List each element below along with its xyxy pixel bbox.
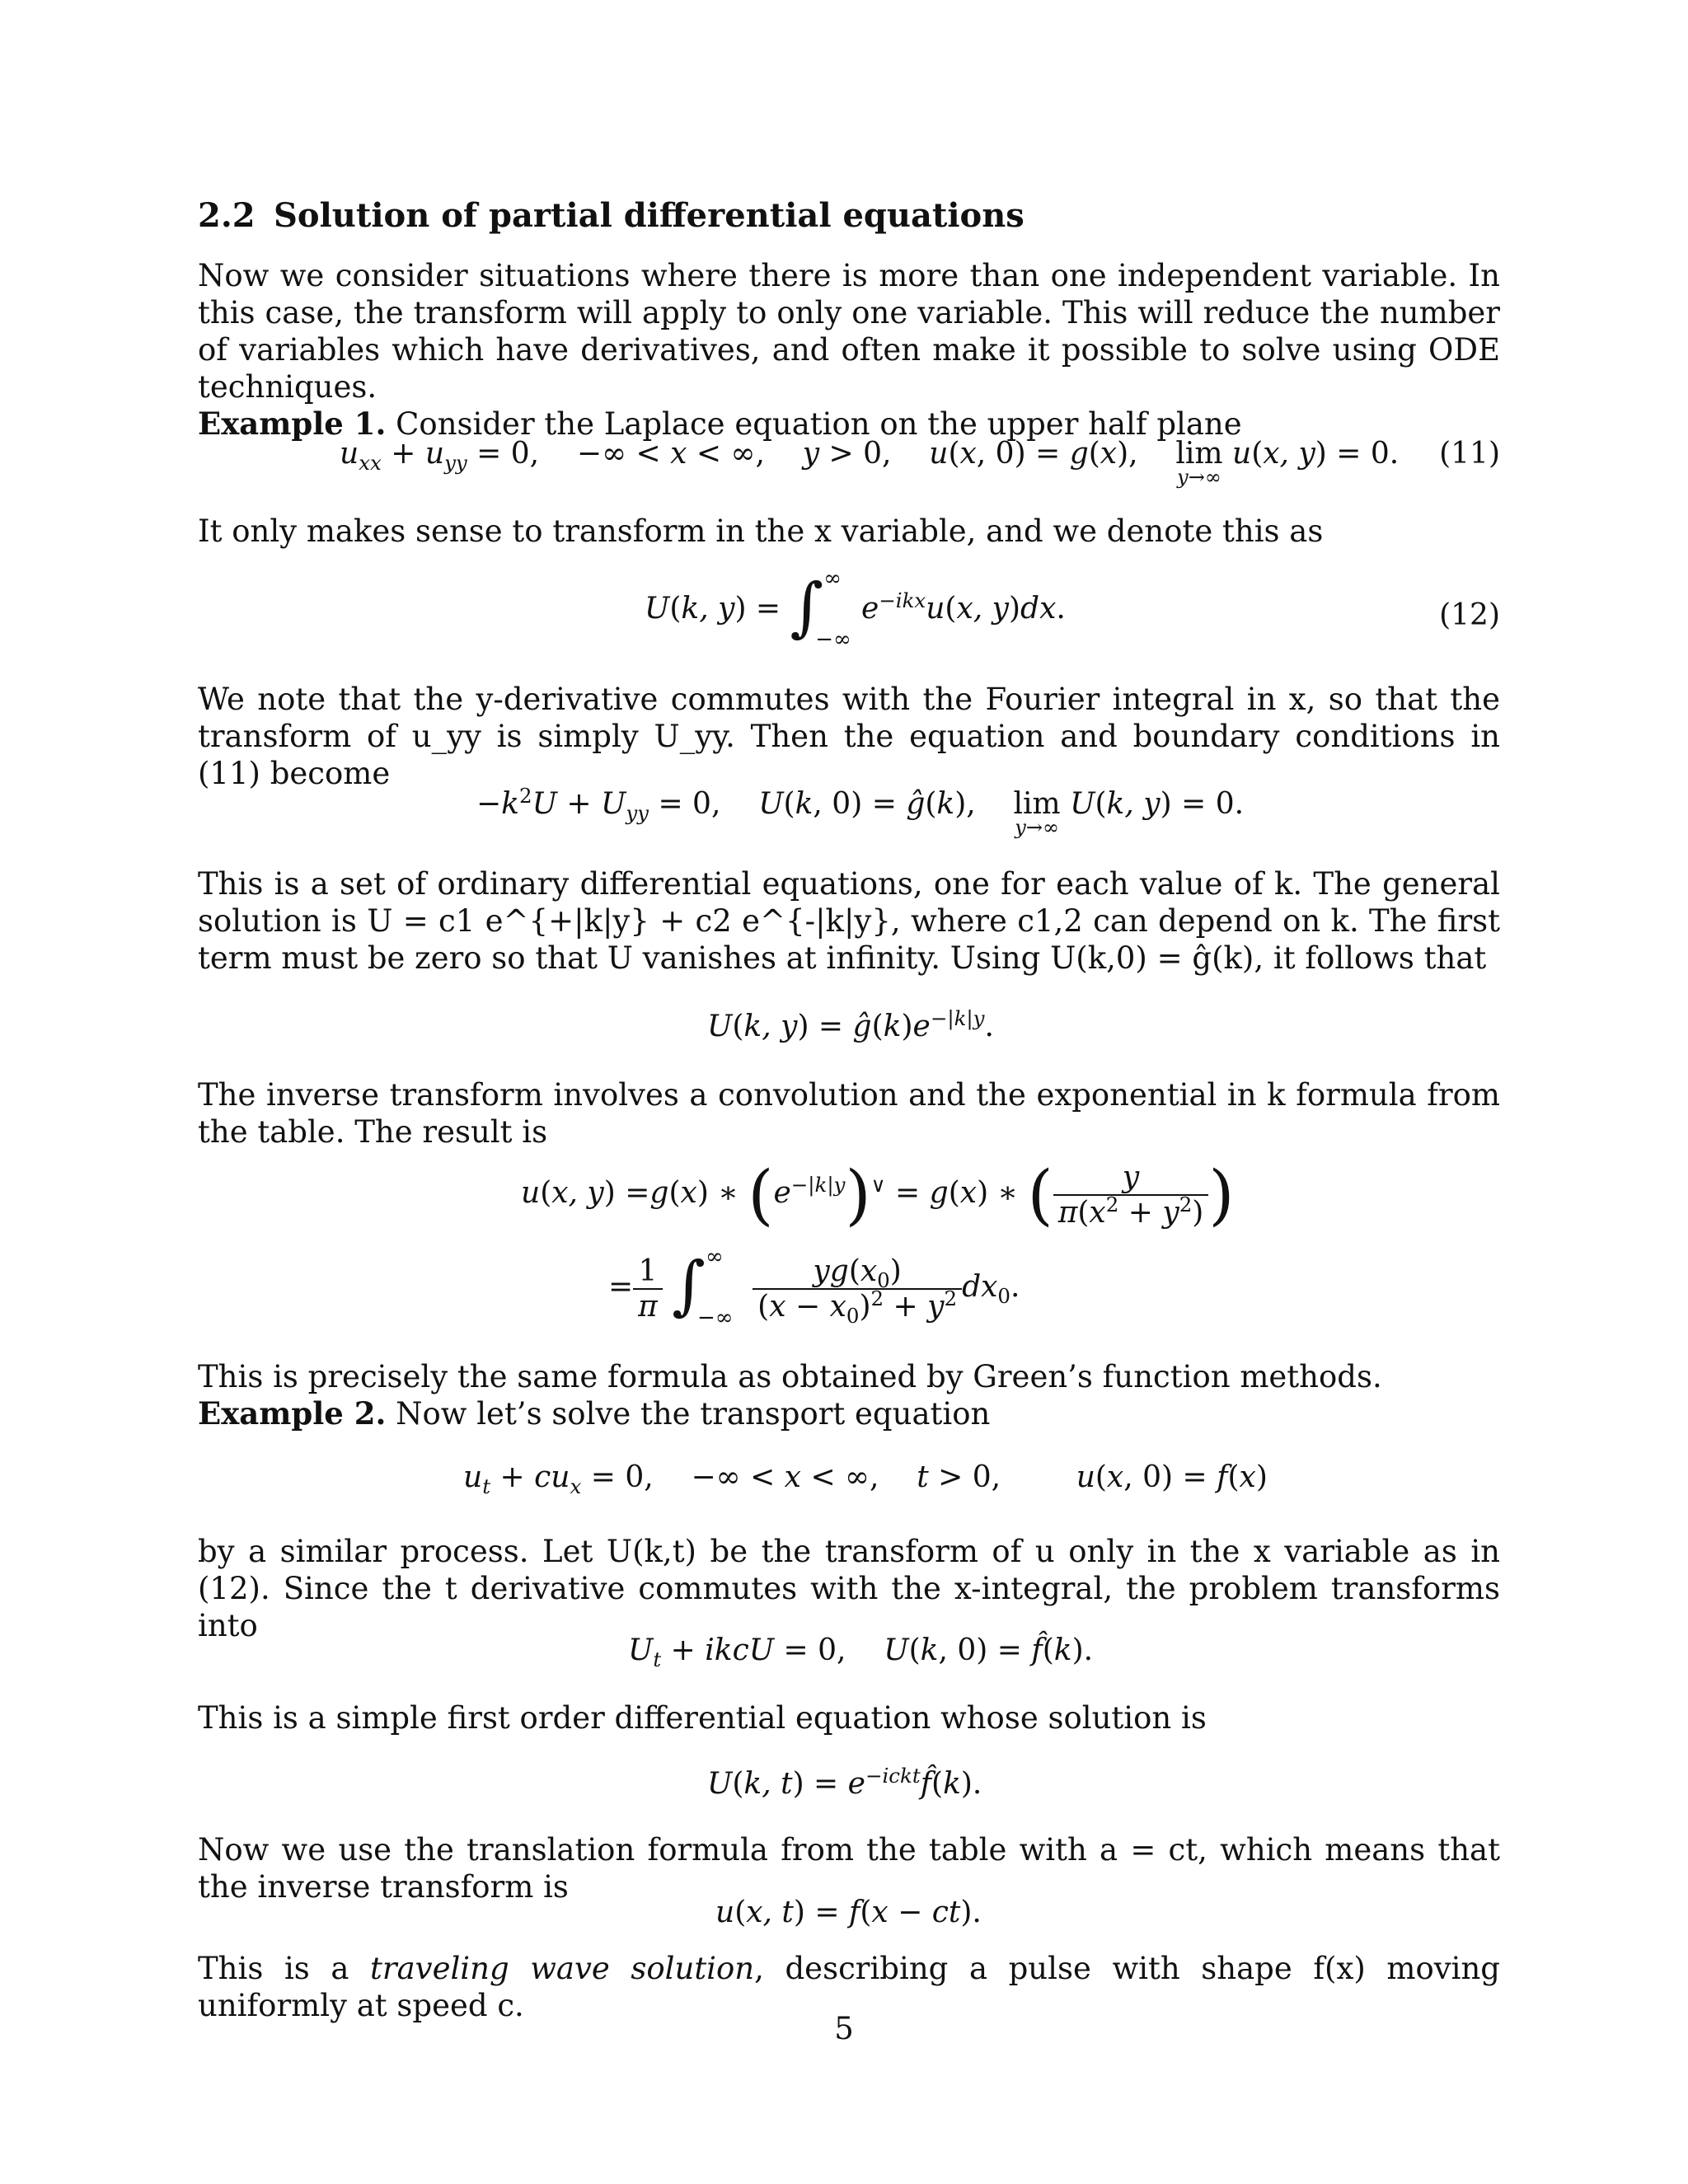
- translation-paragraph: Now we use the translation formula from the table with a = ct, which means that the inverse transform is: [198, 1832, 1500, 1905]
- transformed-equation: $-k^2U + U_{yy} = 0$, U(k, 0) = ĝ(k), lim y→∞ U(k, y) = 0.: [476, 784, 1245, 839]
- example2-paragraph: [198, 1395, 1500, 1432]
- first-order-block: [198, 1699, 1500, 1736]
- inverse-block: [198, 1076, 1500, 1151]
- equation-12: U(k, y) = ∫ ∞ −∞ $e^{-ikx}u(x$, y)dx.: [645, 566, 1066, 652]
- similar-process-paragraph: by a similar process. Let U(k,t) be the transform of u only in the x variable as in (12). Since the t derivative commutes with the x-integral, the problem transforms into: [198, 1534, 1500, 1643]
- translation-block: [198, 1831, 1500, 1905]
- ode-set-paragraph: This is a set of ordinary differential equations, one for each value of k. The general solution is U = c1 e^{+|k|y} + c2 e^{-|k|y}, where c1,2 can depend on k. The first term must be zero so that U vanishes at infinity. Using U(k,0) = ĝ(k), it follows that: [198, 866, 1500, 976]
- example1-label: Example 1.: [198, 405, 387, 442]
- green-block: [198, 1358, 1500, 1432]
- first-order-paragraph: This is a simple first order differential equation whose solution is: [198, 1700, 1207, 1736]
- transform-intro-block: [198, 513, 1500, 550]
- transform-intro-paragraph: It only makes sense to transform in the x variable, and we denote this as: [198, 513, 1324, 549]
- example2-text: Now let’s solve the transport equation: [396, 1396, 991, 1432]
- equation-12-number: (12): [1439, 598, 1500, 632]
- section-title: Solution of partial differential equations: [274, 196, 1025, 235]
- traveling-wave-emphasis: traveling wave solution: [370, 1951, 755, 1986]
- section-number: 2.2: [198, 196, 256, 235]
- intro-paragraph: Now we consider situations where there is more than one independent variable. In this case, the transform will apply to only one variable. This will reduce the number of variables which have derivatives, and often make it possible to solve using ODE techniques.: [198, 258, 1500, 405]
- traveling-wave-post: , describing a pulse with shape f(x) moving uniformly at speed c.: [198, 1951, 1500, 2023]
- ode-set-block: [198, 865, 1500, 977]
- section-heading: [198, 196, 1025, 235]
- page-number: 5: [834, 2011, 854, 2046]
- intro-block: [198, 257, 1500, 443]
- example2-label: Example 2.: [198, 1395, 387, 1432]
- transport-equation: $u_t + cu_x = 0$, −∞ < x < ∞, t > 0, u(x, 0) = f(x): [463, 1460, 1268, 1499]
- example1-text: Consider the Laplace equation on the upper half plane: [396, 406, 1242, 442]
- commute-paragraph: We note that the y-derivative commutes with the Fourier integral in x, so that the transform of u_yy is simply U_yy. Then the equation and boundary conditions in (11) become: [198, 682, 1500, 791]
- inverse-transport: u(x, t) = f(x − ct).: [715, 1896, 982, 1929]
- traveling-wave-pre: This is a: [198, 1951, 371, 1986]
- inverse-paragraph: The inverse transform involves a convolution and the exponential in k formula from the table. The result is: [198, 1077, 1500, 1150]
- solution-equation: U(k, $y) = ĝ(k)e^{-|k|y}$.: [707, 1006, 994, 1043]
- convolution-integral: = $\frac{1}{\pi}$ ∫ ∞ −∞ $\frac{yg(x_0)}{(x - x_0)^2 + y^2}$ $dx_0$.: [608, 1244, 1020, 1330]
- green-paragraph: This is precisely the same formula as obtained by Green’s function methods.: [198, 1359, 1382, 1394]
- convolution-equation: u(x, y) =g(x) ∗ $(e^{-|k|y})^\vee = g(x)$ ∗ ( $\frac{y}{\pi(x^2 + y^2)}$ ): [521, 1156, 1235, 1233]
- equation-11: $u_{xx} + u_{yy} = 0$, −∞ < x < ∞, y > 0, u(x, 0) = g(x), lim y→∞ u(x, y) = 0.: [340, 437, 1400, 489]
- similar-process-block: [198, 1533, 1500, 1644]
- transformed-transport: $U_t$ + ikcU = 0, U(k, 0) = f̂(k).: [628, 1633, 1094, 1672]
- equation-11-number: (11): [1439, 437, 1500, 471]
- transport-solution: U(k, $t) = e^{-ickt}f̂(k)$.: [707, 1764, 982, 1801]
- commute-block: [198, 681, 1500, 792]
